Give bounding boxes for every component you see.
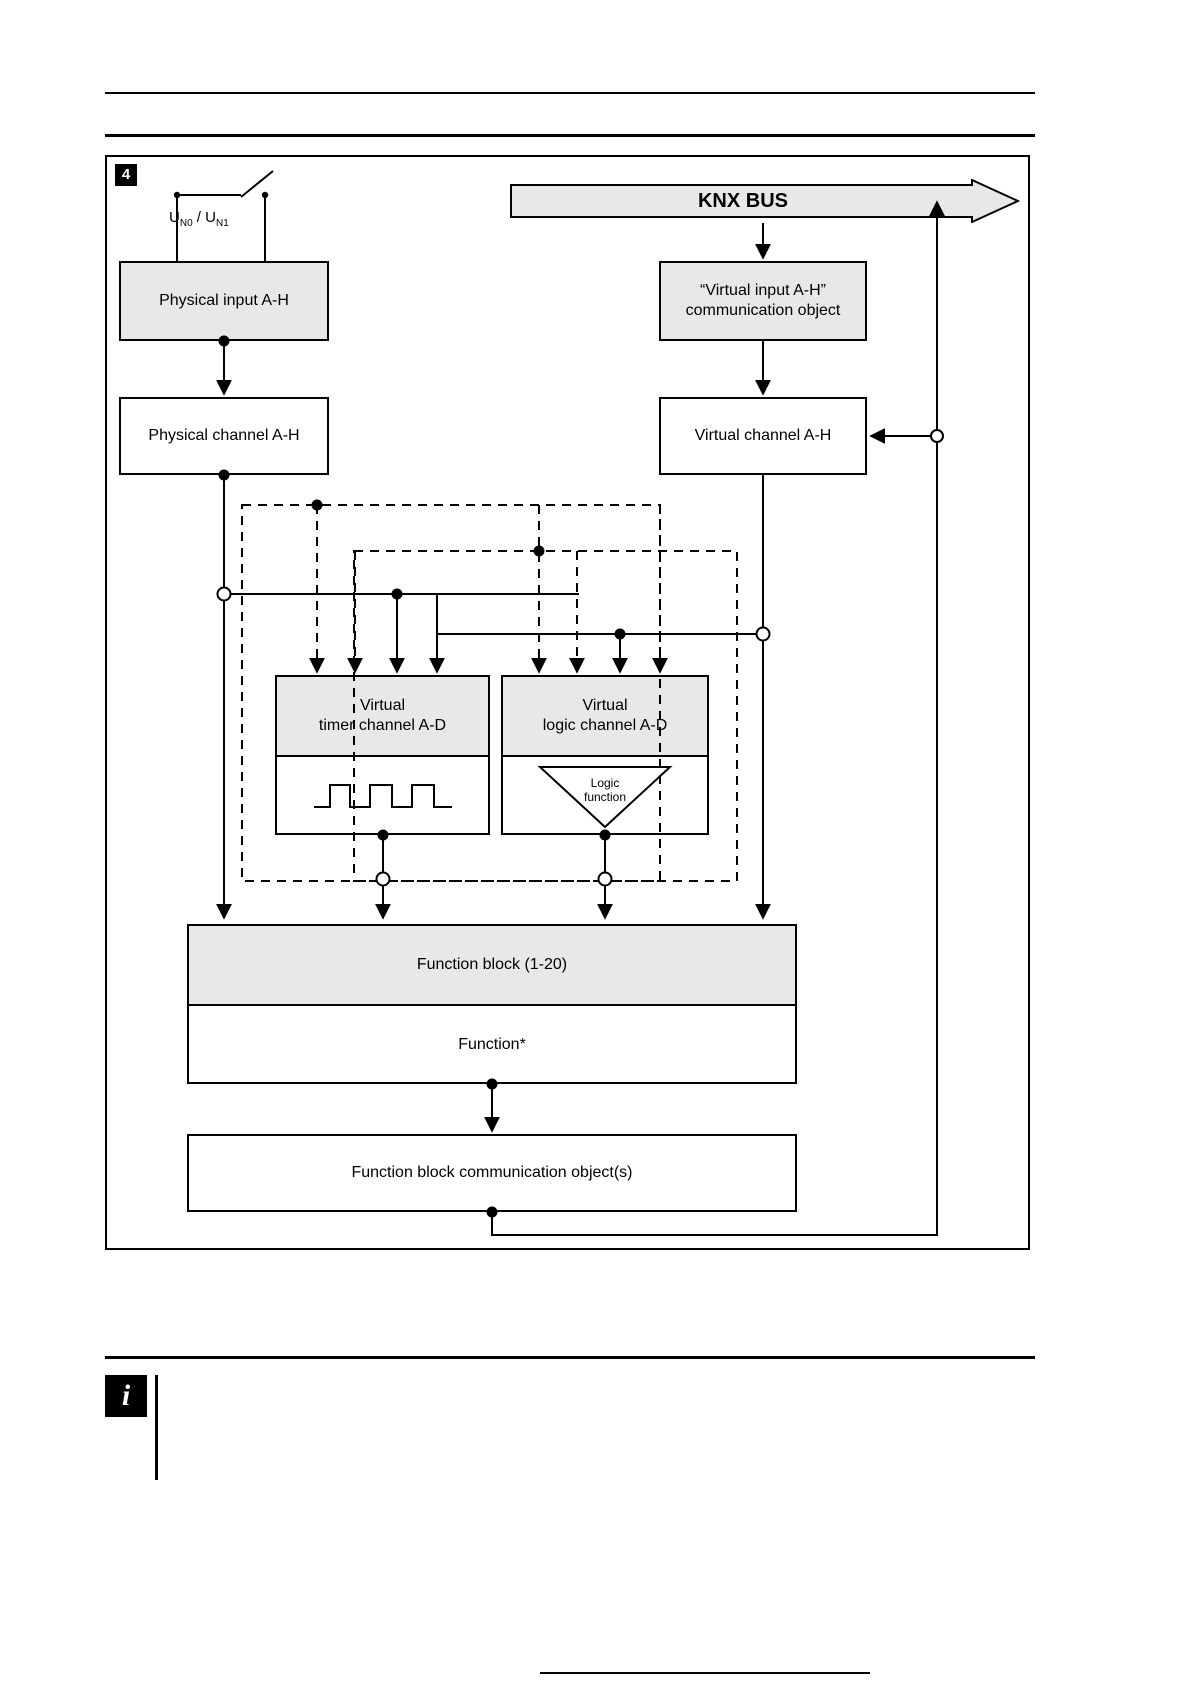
un-sub-0: N0	[179, 218, 193, 229]
fb-comm-object-label: Function block communication object(s)	[351, 1164, 633, 1181]
function-block-header	[189, 926, 795, 1006]
virtual-logic-channel-body	[503, 757, 707, 835]
function-block-body	[189, 1006, 795, 1084]
virtual-timer-channel-block	[275, 675, 490, 835]
info-note-rule	[155, 1375, 158, 1480]
function-block-label: Function block (1-20)	[416, 956, 568, 973]
virtual-input-label-line1: “Virtual input A-H”	[700, 282, 826, 299]
function-label: Function*	[458, 1036, 526, 1053]
information-icon: i	[105, 1375, 147, 1417]
physical-channel-label: Physical channel A-H	[148, 427, 300, 444]
pulse-waveform-icon	[308, 773, 458, 819]
svg-text:Logic: Logic	[590, 776, 620, 790]
virtual-input-object-block	[659, 261, 867, 341]
un-prefix-1: U	[205, 209, 216, 226]
svg-text:function: function	[583, 790, 627, 804]
virtual-logic-channel-block	[501, 675, 709, 835]
figure-number: 4	[115, 164, 137, 186]
figure-diagram	[105, 155, 1030, 1250]
virtual-timer-channel-header	[277, 677, 488, 757]
info-note	[105, 1375, 165, 1480]
logic-header-line1: Virtual	[582, 697, 628, 714]
physical-channel-block	[119, 397, 329, 475]
virtual-logic-channel-header	[503, 677, 707, 757]
timer-header-line2: timer channel A-D	[318, 717, 447, 734]
switch-voltage-label	[169, 209, 229, 229]
physical-input-block	[119, 261, 329, 341]
logic-function-triangle-icon	[530, 761, 680, 831]
function-block	[187, 924, 797, 1084]
un-sub-1: N1	[216, 218, 229, 229]
virtual-channel-label: Virtual channel A-H	[694, 427, 832, 444]
virtual-timer-channel-body	[277, 757, 488, 835]
knx-bus-label: KNX BUS	[697, 189, 788, 212]
un-prefix-0: U	[169, 209, 180, 226]
page-footer-rule	[540, 1672, 870, 1674]
virtual-input-label-line2: communication object	[685, 302, 841, 319]
physical-input-label: Physical input A-H	[159, 292, 289, 309]
un-separator: /	[192, 209, 206, 226]
function-block-communication-object	[187, 1134, 797, 1212]
timer-header-line1: Virtual	[359, 697, 406, 714]
timer-header-text	[319, 696, 446, 736]
header-rule	[105, 92, 1035, 94]
logic-header-text	[543, 696, 668, 736]
virtual-channel-block	[659, 397, 867, 475]
header-rule-second	[105, 134, 1035, 137]
logic-header-line2: logic channel A-D	[542, 717, 668, 734]
footer-rule	[105, 1356, 1035, 1359]
virtual-input-label	[686, 281, 841, 321]
knx-bus-arrow	[510, 179, 1020, 223]
